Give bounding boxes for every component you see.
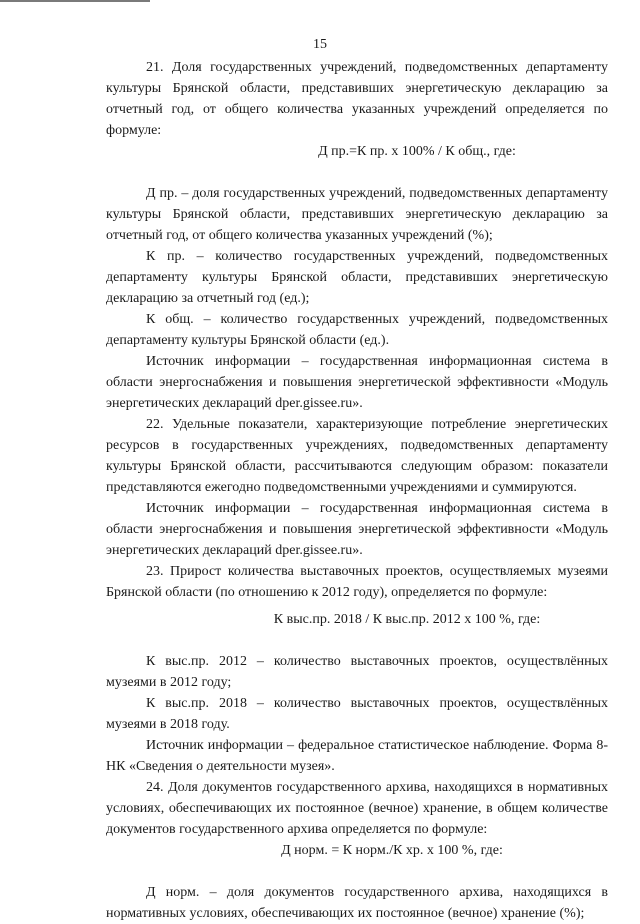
paragraph-21-definition-3: К общ. – количество государственных учреждений, подведомственных департаменту культуры Брянской области (ед.). [106, 312, 608, 348]
formula-24: Д норм. = К норм./К хр. х 100 %, где: [281, 843, 503, 858]
paragraph-21: 21. Доля государственных учреждений, подведомственных департаменту культуры Брянской области, представивших энергетическую декларацию за отчетный год, от общего количества указанных учреждений определяется по формуле: [106, 60, 608, 138]
paragraph-24: 24. Доля документов государственного архива, находящихся в нормативных условиях, обеспечивающих их постоянное (вечное) хранение, в общем количестве документов государственного архива определяется по формуле: [106, 780, 608, 837]
paragraph-21-source: Источник информации – государственная информационная система в области энергоснабжения и повышения энергетической эффективности «Модуль энергетических деклараций dper.gissee.ru». [106, 354, 608, 411]
page-number: 15 [313, 37, 327, 52]
paragraph-23-definition-2: К выс.пр. 2018 – количество выставочных проектов, осуществлённых музеями в 2018 году. [106, 696, 608, 732]
document-body [106, 57, 608, 924]
formula-23: К выс.пр. 2018 / К выс.пр. 2012 х 100 %, где: [273, 612, 541, 627]
paragraph-22-source: Источник информации – государственная информационная система в области энергоснабжения и повышения энергетической эффективности «Модуль энергетических деклараций dper.gissee.ru». [106, 501, 608, 558]
scan-artifact-line [0, 0, 150, 2]
formula-21: Д пр.=К пр. х 100% / К общ., где: [318, 144, 516, 159]
paragraph-21-definition-2: К пр. – количество государственных учреждений, подведомственных департаменту культуры Брянской области, представивших энергетическую декларацию за отчетный год (ед.); [106, 249, 608, 306]
paragraph-21-definition-1: Д пр. – доля государственных учреждений, подведомственных департаменту культуры Брянской области, представивших энергетическую декларацию за отчетный год, от общего количества указанных учреждений (%); [106, 186, 608, 243]
paragraph-22: 22. Удельные показатели, характеризующие потребление энергетических ресурсов в государственных учреждениях, подведомственных департаменту культуры Брянской области, рассчитываются следующим образом: показатели представляются ежегодно подведомственными учреждениями и суммируются. [106, 417, 608, 495]
paragraph-23: 23. Прирост количества выставочных проектов, осуществляемых музеями Брянской области (по отношению к 2012 году), определяется по формуле: [106, 564, 608, 600]
paragraph-23-definition-1: К выс.пр. 2012 – количество выставочных проектов, осуществлённых музеями в 2012 году; [106, 654, 608, 690]
paragraph-23-source: Источник информации – федеральное статистическое наблюдение. Форма 8-НК «Сведения о деятельности музея». [106, 738, 608, 774]
paragraph-24-definition-1: Д норм. – доля документов государственного архива, находящихся в нормативных условиях, обеспечивающих их постоянное (вечное) хранение (%); [106, 885, 608, 921]
